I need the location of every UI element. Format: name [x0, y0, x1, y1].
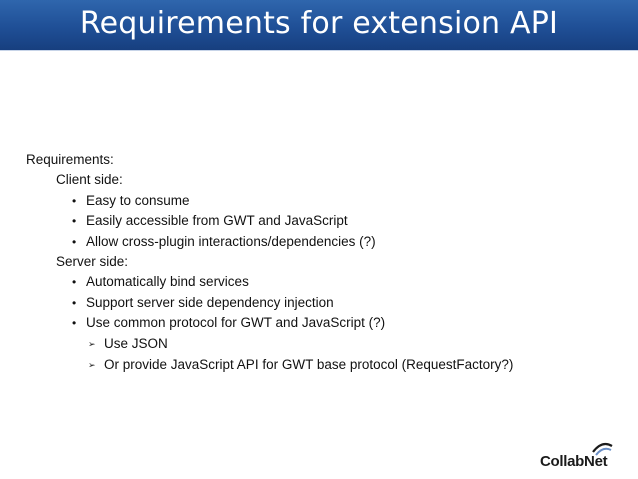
bullet-icon: • [72, 316, 77, 331]
collabnet-logo [540, 440, 614, 470]
bullet-text: Allow cross-plugin interactions/dependencies (?) [86, 233, 376, 249]
logo-wordmark: CollabNet [540, 453, 608, 470]
bullet-text: Easy to consume [86, 192, 190, 208]
slide-content [26, 150, 626, 376]
bullet-icon: • [72, 193, 77, 208]
bullet-text: Automatically bind services [86, 274, 249, 290]
sub-bullet-text: Or provide JavaScript API for GWT base protocol (RequestFactory?) [104, 357, 514, 373]
server-side-label: Server side: [56, 254, 129, 270]
arrow-bullet-icon: ➢ [88, 338, 96, 349]
bullet-item [72, 293, 626, 313]
bullet-item [72, 211, 626, 231]
slide-title: Requirements for extension API [79, 6, 559, 41]
bullet-item [72, 272, 626, 292]
bullet-icon: • [72, 275, 77, 290]
bullet-text: Easily accessible from GWT and JavaScript [86, 213, 348, 229]
bullet-item [72, 232, 626, 252]
sub-bullet-text: Use JSON [104, 335, 168, 351]
title-bar [0, 0, 638, 50]
bullet-icon: • [72, 214, 77, 229]
sub-bullet-item [88, 334, 626, 355]
requirements-heading: Requirements: [26, 152, 114, 167]
bullet-icon: • [72, 234, 77, 249]
bullet-icon: • [72, 295, 77, 310]
bullet-text: Support server side dependency injection [86, 294, 334, 310]
bullet-item [72, 313, 626, 333]
client-side-label: Client side: [56, 172, 123, 188]
bullet-text: Use common protocol for GWT and JavaScript (?) [86, 315, 386, 331]
sub-bullet-item [88, 355, 626, 376]
bullet-item [72, 191, 626, 211]
arrow-bullet-icon: ➢ [88, 360, 96, 371]
